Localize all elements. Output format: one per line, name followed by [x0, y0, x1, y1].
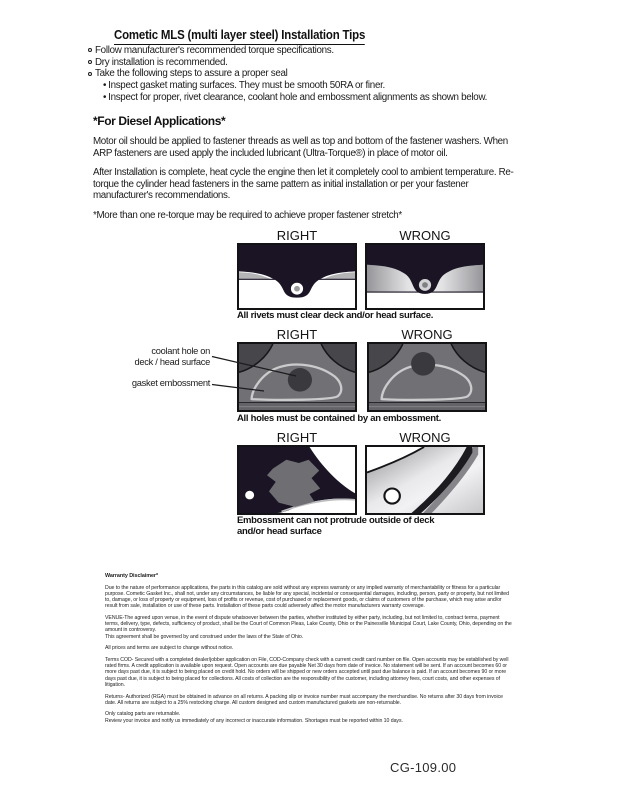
filled-bullet-icon: •: [103, 91, 107, 103]
embossment-caption: All holes must be contained by an embossment.: [237, 413, 441, 424]
annotation-line: gasket embossment: [131, 378, 210, 388]
rivet-caption: All rivets must clear deck and/or head surface.: [237, 310, 434, 321]
protrude-wrong-diagram: [365, 445, 485, 515]
rivet-clearance-right-diagram: [237, 243, 357, 310]
page-number: CG-109.00: [390, 760, 457, 775]
embossment-wrong-svg: [369, 344, 485, 410]
diesel-paragraph: *More than one re-torque may be required to achieve proper fastener stretch*: [93, 209, 402, 221]
wrong-label: WRONG: [399, 430, 451, 445]
wrong-label: WRONG: [399, 228, 451, 243]
warranty-paragraph: Terms COD- Secured with a completed dealer/jobber application on File, COD-Company check with a current credit card number on file. Open accounts may be established by well rated firms. A credit application is available upon request. Open accounts are due payable Net 30 days from date of invoice. No statement will be sent. If an account becomes 60 or more days past due, it is subject to being placed on credit hold. No orders will be shipped or new orders accepted until past due balance is paid. If an account becomes 90 or more days past due, it is subject to being placed for collections. All costs of collection are the responsibility of the customer, including attorney fees, court costs, and other expenses of litigation.: [105, 657, 509, 688]
right-label: RIGHT: [276, 327, 318, 342]
coolant-hole-annotation: [135, 346, 210, 367]
warranty-paragraph: Review your invoice and notify us immediately of any incorrect or inaccurate information. Shortages must be reported within 10 days.: [105, 717, 403, 724]
filled-bullet-icon: •: [103, 80, 107, 92]
right-label: RIGHT: [276, 430, 318, 445]
warranty-heading: Warranty Disclaimer*: [105, 573, 159, 579]
open-bullet-icon: [88, 60, 92, 64]
warranty-paragraph: All prices and terms are subject to change without notice.: [105, 645, 234, 652]
tip-text: Inspect gasket mating surfaces. They must be smooth 50RA or finer.: [108, 80, 385, 92]
caption-line: Embossment can not protrude outside of deck: [237, 515, 435, 526]
warranty-paragraph: Returns- Authorized (RGA) must be obtained in advance on all returns. A packing slip or invoice number must accompany the merchandise. No returns after 30 days from invoice date. All returns are subject to a 25% restocking charge. All custom designed and custom manufactured gaskets are non-returnable.: [105, 693, 503, 706]
diesel-paragraph: After Installation is complete, heat cycle the engine then let it completely cool to ambient temperature. Re-torque the cylinder head fasteners in the same pattern as initial installation or per your fastener manufacturer's recommendations.: [93, 167, 514, 202]
protrude-right-diagram: [237, 445, 357, 515]
rivet-clearance-wrong-diagram: [365, 243, 485, 310]
protrude-right-svg: [239, 447, 355, 513]
wrong-label: WRONG: [401, 327, 453, 342]
protrude-caption: [237, 516, 434, 537]
gasket-embossment-annotation: [132, 378, 210, 389]
warranty-paragraph: Due to the nature of performance applications, the parts in this catalog are sold without any express warranty or any implied warranty of merchantability or fitness for a particular purpose. Cometic Gasket Inc., shall not, under any circumstances, be liable for any special, incidental or consequential damages, including, person, party or property, but not limited to, damage, or loss of property or equipment, loss of profits or revenue, cost of purchased or replacement goods, or claims of customers of the purchase, which may arise and/or result from sale, installation or use of these parts. Installation of these parts could adversely affect the motor manufacturers warranty coverage.: [105, 584, 509, 610]
diesel-heading: *For Diesel Applications*: [93, 114, 226, 128]
rivet-wrong-svg: [367, 245, 483, 308]
annotation-line: deck / head surface: [134, 356, 210, 367]
rivet-right-svg: [239, 245, 355, 308]
tip-text: Follow manufacturer's recommended torque specifications.: [95, 45, 334, 56]
warranty-paragraph: This agreement shall be governed by and construed under the laws of the State of Ohio.: [105, 633, 304, 640]
warranty-paragraph: Only catalog parts are returnable.: [105, 711, 181, 718]
tip-sub-item: [88, 80, 528, 92]
embossment-right-svg: [239, 344, 355, 410]
annotation-line: coolant hole on: [151, 346, 210, 356]
right-label: RIGHT: [276, 228, 318, 243]
warranty-paragraph: VENUE-The agreed upon venue, in the event of dispute whatsoever between the parties, whether instituted by either party, including, but not limited to, contract terms, payment terms, delivery, type, defects, sufficiency of product, shall be the Court of Common Pleas, Lake County, Ohio or the Painesville Municipal Court, Lake County, Ohio, depending on the amount in controversy.: [105, 615, 512, 634]
open-bullet-icon: [88, 72, 92, 76]
protrude-wrong-svg: [367, 447, 483, 513]
open-bullet-icon: [88, 48, 92, 52]
tip-item: [88, 45, 528, 57]
tip-text: Inspect for proper, rivet clearance, coolant hole and embossment alignments as shown below.: [108, 91, 488, 103]
embossment-right-diagram: [237, 342, 357, 412]
tip-item: [88, 68, 528, 80]
tips-list: [88, 45, 528, 104]
tip-text: Dry installation is recommended.: [95, 56, 228, 68]
diesel-section: [93, 114, 523, 222]
tip-sub-item: [88, 92, 528, 104]
warranty-disclaimer: [105, 573, 512, 724]
tip-item: [88, 57, 528, 69]
tip-text: Take the following steps to assure a proper seal: [95, 68, 288, 80]
embossment-wrong-diagram: [367, 342, 487, 412]
diesel-paragraph: Motor oil should be applied to fastener threads as well as top and bottom of the fastener washers. When ARP fasteners are used apply the included lubricant (Ultra-Torque®) in place of motor oil.: [93, 136, 508, 159]
caption-line: and/or head surface: [237, 525, 322, 537]
page-title: Cometic MLS (multi layer steel) Installation Tips: [114, 27, 365, 45]
